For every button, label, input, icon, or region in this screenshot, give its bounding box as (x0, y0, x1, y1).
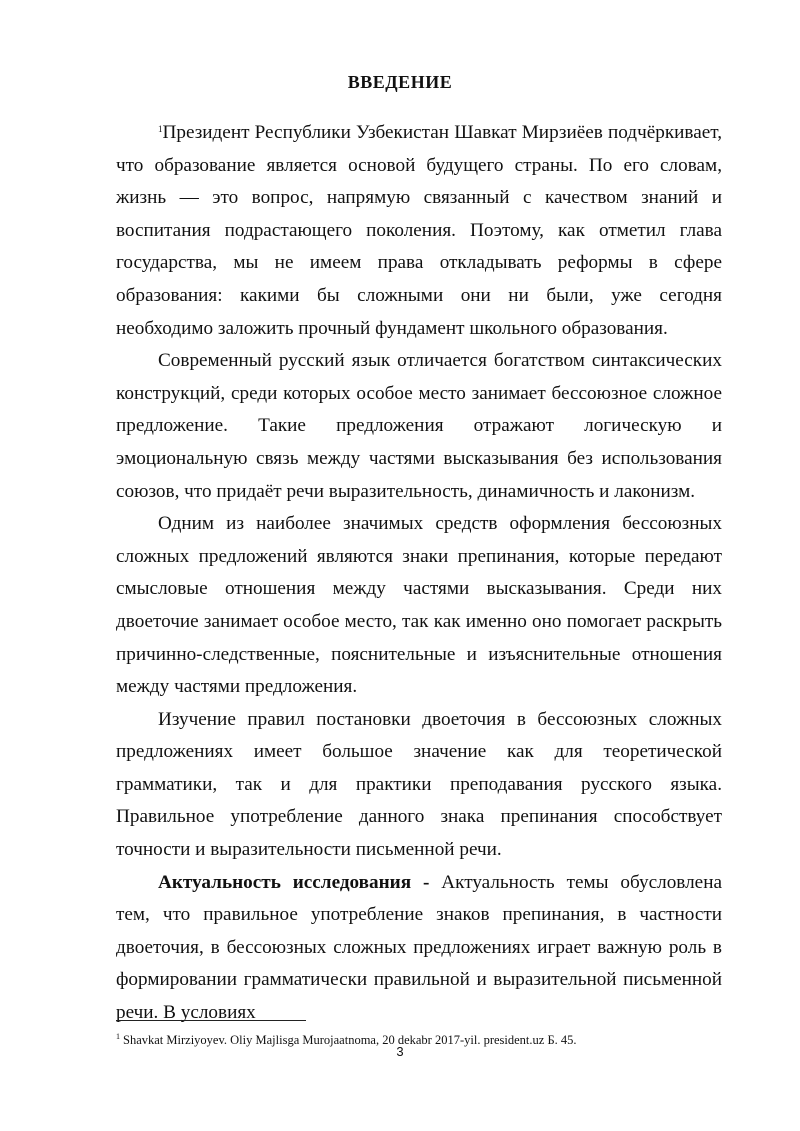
footnote-text: Shavkat Mirziyoyev. Oliy Majlisga Murojaatnoma, 20 dekabr 2017-yil. president.uz Б. 45. (123, 1033, 577, 1048)
footnote-separator (116, 1020, 306, 1021)
relevance-label: Актуальность исследования - (158, 871, 430, 893)
page-title: ВВЕДЕНИЕ (347, 72, 453, 92)
document-body (116, 117, 722, 1024)
paragraph: Одним из наиболее значимых средств оформления бессоюзных сложных предложений являются знаки препинания, которые передают смысловые отношения между частями высказывания. Среди них двоеточие занимает особое место, так как именно оно помогает раскрыть причинно-следственные, пояснительные и изъяснительные отношения между частями предложения. (116, 513, 722, 698)
footnote-mark: 1 (116, 1032, 120, 1041)
relevance-paragraph (116, 867, 722, 1024)
paragraph (116, 117, 722, 345)
page-number: 3 (396, 1044, 404, 1059)
footnote-reference[interactable]: 1 (158, 123, 163, 134)
paragraph: Современный русский язык отличается богатством синтаксических конструкций, среди которых особое место занимает бессоюзное сложное предложение. Такие предложения отражают логическую и эмоциональную связь между частями высказывания без использования союзов, что придаёт речи выразительность, динамичность и лаконизм. (116, 350, 722, 502)
paragraph: Изучение правил постановки двоеточия в бессоюзных сложных предложениях имеет большое значение как для теоретической грамматики, так и для практики преподавания русского языка. Правильное употребление данного знака препинания способствует точности и выразительности письменной речи. (116, 708, 722, 861)
relevance-text: Актуальность темы обусловлена тем, что правильное употребление знаков препинания, в частности двоеточия, в бессоюзных сложных предложениях играет важную роль в формировании грамматически правильной и выразительной письменной речи. В условиях (116, 871, 722, 1024)
paragraph-text: Президент Республики Узбекистан Шавкат Мирзиёев подчёркивает, что образование является основой будущего страны. По его словам, жизнь — это вопрос, напрямую связанный с качеством знаний и воспитания подрастающего поколения. Поэтому, как отметил глава государства, мы не имеем права откладывать реформы в сфере образования: какими бы сложными они ни были, уже сегодня необходимо заложить прочный фундамент школьного образования. (116, 122, 722, 339)
